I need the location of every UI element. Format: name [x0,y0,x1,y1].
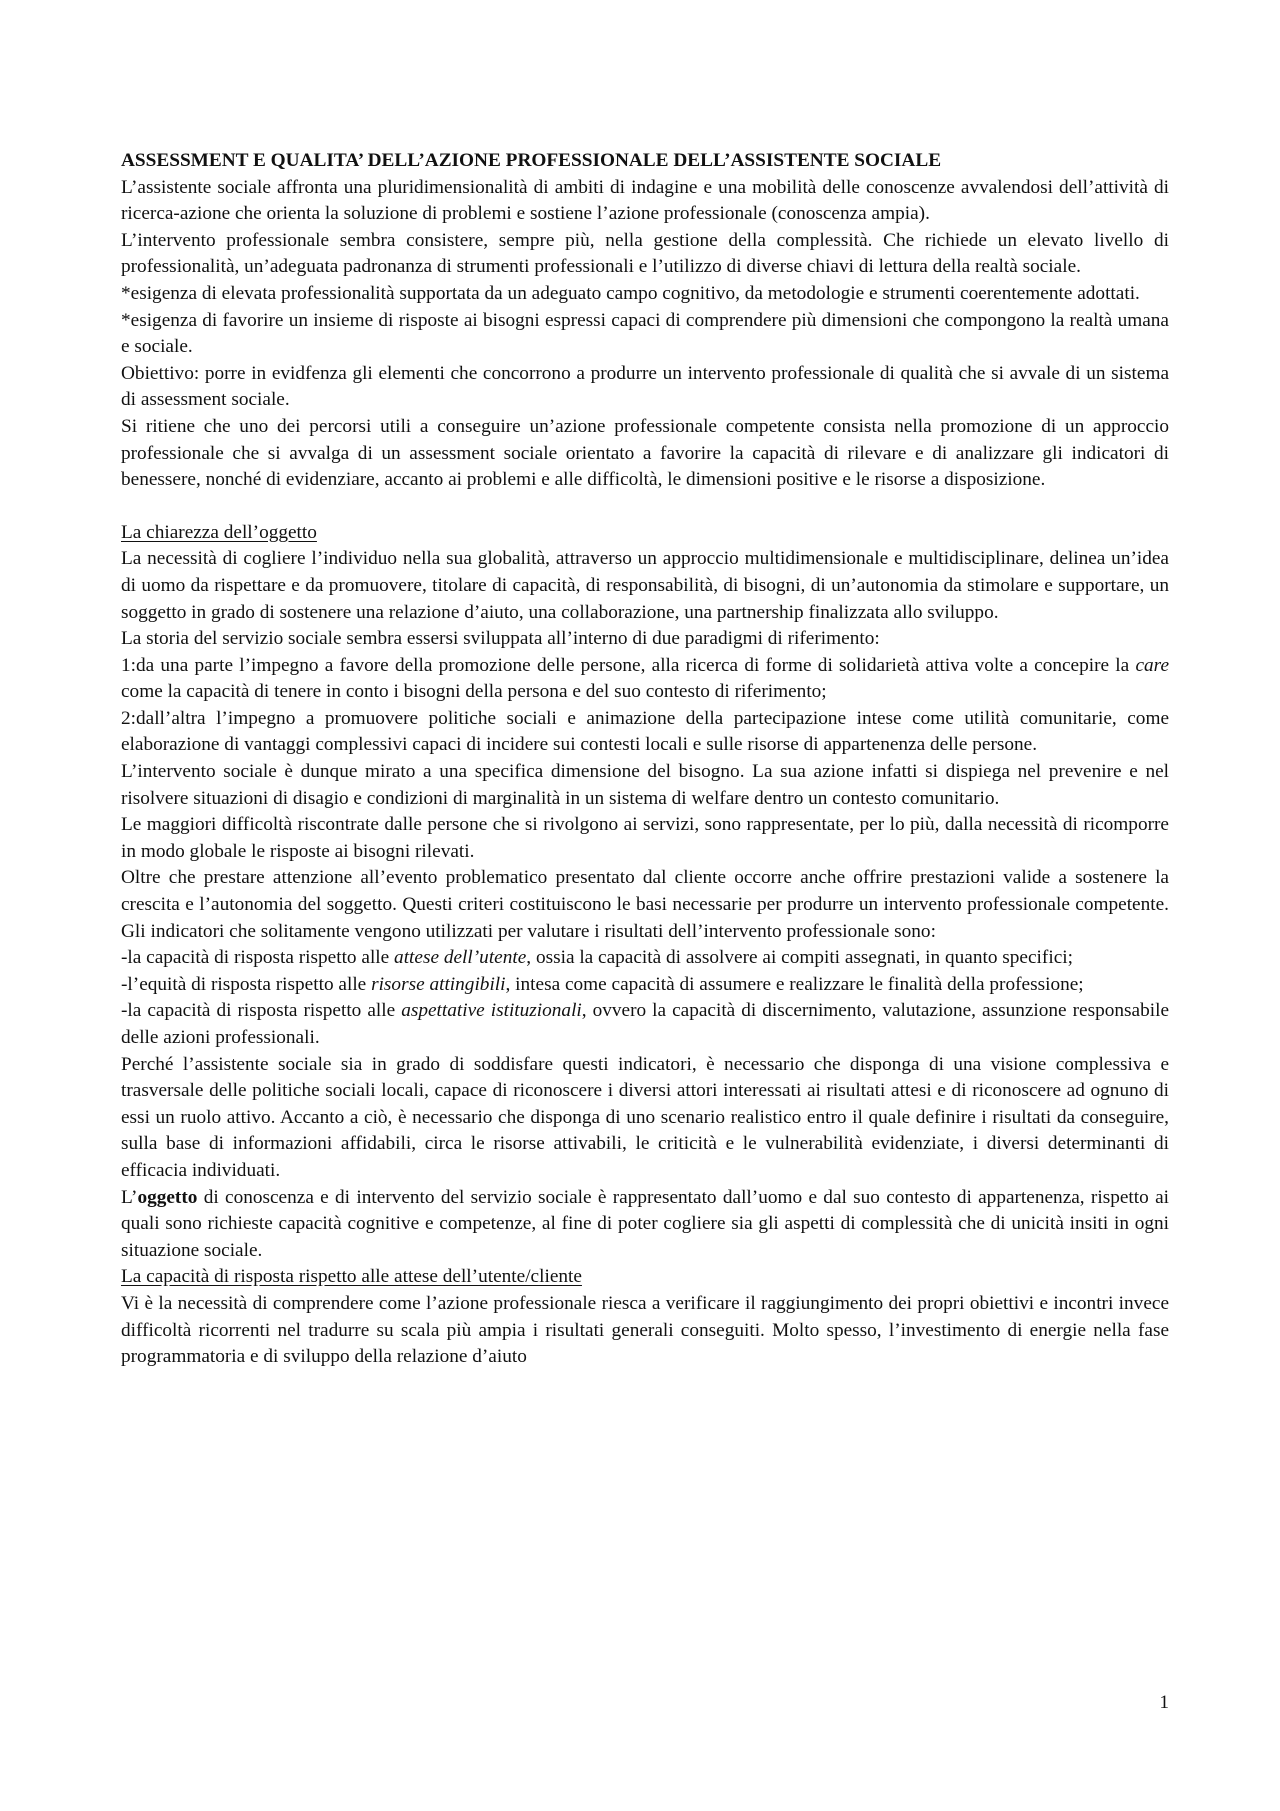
italic-term: care [1135,654,1169,676]
text-run: -l’equità di risposta rispetto alle [121,973,372,995]
section-heading [121,1264,1169,1291]
body-paragraph: La storia del servizio sociale sembra essersi sviluppata all’interno di due paradigmi di riferimento: [121,628,880,650]
italic-term: attese dell’utente [394,947,527,969]
body-paragraph: 2:dall’altra l’impegno a promuovere politiche sociali e animazione della partecipazione intese come utilità comunitarie, come elaborazione di vantaggi complessivi capaci di incidere sui contesti locali e sulle risorse di appartenenza delle persone. [121,707,1169,756]
body-paragraph [121,1185,1169,1265]
body-paragraph [121,653,1169,706]
text-run: L’ [121,1186,138,1208]
document-title: ASSESSMENT E QUALITA’ DELL’AZIONE PROFESSIONALE DELL’ASSISTENTE SOCIALE [121,150,942,171]
text-run: 1:da una parte l’impegno a favore della promozione delle persone, alla ricerca di forme di solidarietà attiva volte a concepire la [121,654,1136,676]
intro-paragraph: *esigenza di favorire un insieme di risposte ai bisogni espressi capaci di comprendere più dimensioni che compongono la realtà umana e sociale. [121,309,1169,358]
body-paragraph: Le maggiori difficoltà riscontrate dalle persone che si rivolgono ai servizi, sono rappresentate, per lo più, dalla necessità di ricomporre in modo globale le risposte ai bisogni rilevati. [121,814,1169,862]
body-paragraph [121,972,1169,999]
bold-term: oggetto [137,1186,198,1208]
text-run: come la capacità di tenere in conto i bisogni della persona e del suo contesto di riferimento; [121,681,827,703]
text-run: , ossia la capacità di assolvere ai compiti assegnati, in quanto specifici; [526,947,1073,969]
italic-term: risorse attingibili [371,973,506,995]
text-run: , intesa come capacità di assumere e realizzare le finalità della professione; [505,973,1084,995]
document-page [121,148,1169,1371]
section-heading-text: La chiarezza dell’oggetto [121,521,317,543]
intro-paragraph: L’assistente sociale affronta una pluridimensionalità di ambiti di indagine e una mobilità delle conoscenze avvalendosi dell’attività di ricerca-azione che orienta la soluzione di problemi e sostiene l’azione professionale (conoscenza ampia). [121,176,1169,225]
body-paragraph [121,998,1169,1051]
body-paragraph: Oltre che prestare attenzione all’evento problematico presentato dal cliente occorre anche offrire prestazioni valide a sostenere la crescita e l’autonomia del soggetto. Questi criteri costituiscono le basi necessarie per produrre un intervento professionale competente. Gli indicatori che solitamente vengono utilizzati per valutare i risultati dell’intervento professionale sono: [121,867,1169,942]
section-heading-text: La capacità di risposta rispetto alle attese dell’utente/cliente [121,1266,582,1288]
text-run: di conoscenza e di intervento del servizio sociale è rappresentato dall’uomo e dal suo contesto di appartenenza, rispetto ai quali sono richieste capacità cognitive e competenze, al fine di poter cogliere sia gli aspetti di complessità che di unicità insiti in ogni situazione sociale. [121,1186,1169,1261]
paragraph-spacer [121,494,1169,520]
intro-paragraph: Obiettivo: porre in evidfenza gli elementi che concorrono a produrre un intervento professionale di qualità che si avvale di un sistema di assessment sociale. [121,362,1169,411]
page-number: 1 [1159,1692,1169,1713]
body-paragraph [121,945,1169,972]
text-run: , ovvero la capacità di discernimento, valutazione, assunzione responsabile delle azioni professionali. [121,1000,1169,1048]
intro-paragraph: Si ritiene che uno dei percorsi utili a conseguire un’azione professionale competente consista nella promozione di un approccio professionale che si avvalga di un assessment sociale orientato a favorire la capacità di rilevare e di analizzare gli indicatori di benessere, nonché di evidenziare, accanto ai problemi e alle difficoltà, le dimensioni positive e le risorse a disposizione. [121,415,1169,491]
italic-term: aspettative istituzionali [401,1000,582,1022]
body-paragraph: L’intervento sociale è dunque mirato a una specifica dimensione del bisogno. La sua azione infatti si dispiega nel prevenire e nel risolvere situazioni di disagio e condizioni di marginalità in un sistema di welfare dentro un contesto comunitario. [121,761,1169,809]
body-paragraph: La necessità di cogliere l’individuo nella sua globalità, attraverso un approccio multidimensionale e multidisciplinare, delinea un’idea di uomo da rispettare e da promuovere, titolare di capacità, di responsabilità, di bisogni, di un’autonomia da stimolare e supportare, un soggetto in grado di sostenere una relazione d’aiuto, una collaborazione, una partnership finalizzata allo sviluppo. [121,548,1169,623]
section-heading [121,520,1169,547]
text-run: -la capacità di risposta rispetto alle [121,1000,402,1022]
text-run: -la capacità di risposta rispetto alle [121,947,395,969]
body-paragraph: Perché l’assistente sociale sia in grado di soddisfare questi indicatori, è necessario che disponga di una visione complessiva e trasversale delle politiche sociali locali, capace di riconoscere i diversi attori interessati ai risultati attesi e di riconoscere ad ognuno di essi un ruolo attivo. Accanto a ciò, è necessario che disponga di uno scenario realistico entro il quale definire i risultati da conseguire, sulla base di informazioni affidabili, circa le risorse attivabili, le criticità e le vulnerabilità evidenziate, i diversi determinanti di efficacia individuati. [121,1053,1169,1181]
intro-paragraph: *esigenza di elevata professionalità supportata da un adeguato campo cognitivo, da metodologie e strumenti coerentemente adottati. [121,282,1140,304]
intro-paragraph: L’intervento professionale sembra consistere, sempre più, nella gestione della complessità. Che richiede un elevato livello di professionalità, un’adeguata padronanza di strumenti professionali e l’utilizzo di diverse chiavi di lettura della realtà sociale. [121,229,1169,278]
body-paragraph: Vi è la necessità di comprendere come l’azione professionale riesca a verificare il raggiungimento dei propri obiettivi e incontri invece difficoltà ricorrenti nel tradurre su scala più ampia i risultati generali conseguiti. Molto spesso, l’investimento di energie nella fase programmatoria e di sviluppo della relazione d’aiuto [121,1292,1169,1368]
